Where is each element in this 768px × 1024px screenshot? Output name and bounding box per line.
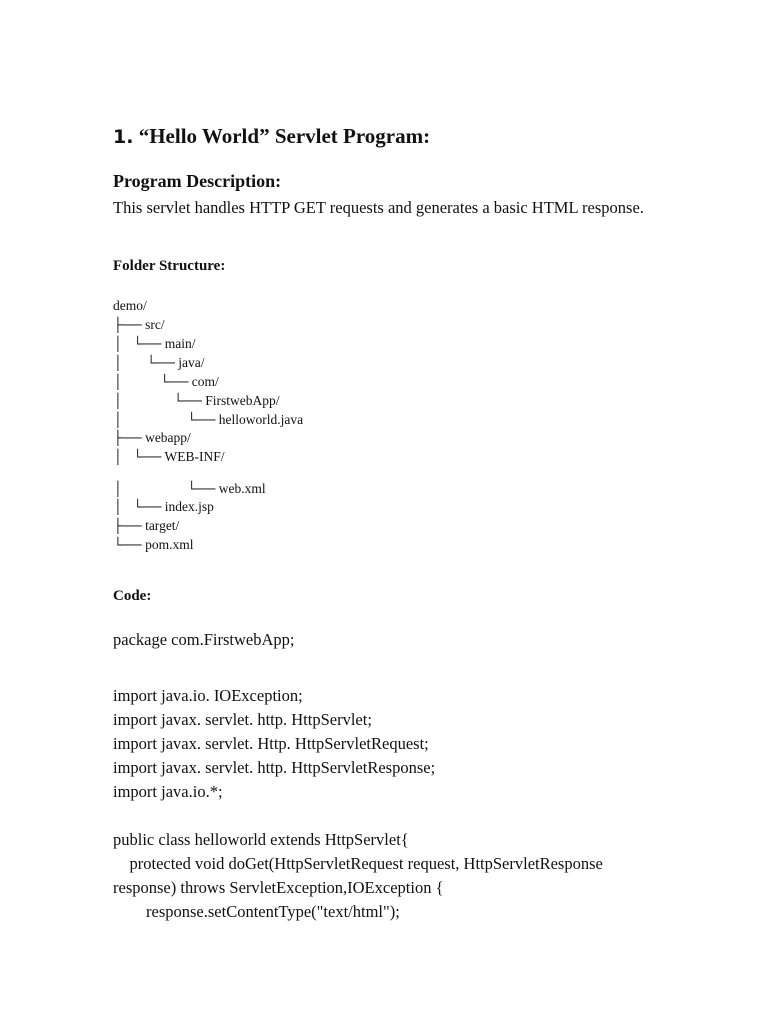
code-line: import javax. servlet. http. HttpServlet;: [113, 710, 372, 729]
tree-line: │ └── web.xml: [113, 481, 266, 496]
tree-line: │ └── com/: [113, 374, 219, 389]
program-description-heading: Program Description:: [113, 171, 282, 191]
section-heading: [113, 124, 430, 149]
code-line: protected void doGet(HttpServletRequest request, HttpServletResponse: [113, 854, 603, 873]
code-line: import javax. servlet. http. HttpServletResponse;: [113, 758, 436, 777]
code-line: public class helloworld extends HttpServlet{: [113, 830, 409, 849]
tree-line: │ └── index.jsp: [113, 499, 214, 514]
tree-line: │ └── main/: [113, 336, 196, 351]
code-label: Code:: [113, 588, 152, 604]
tree-line: demo/: [113, 298, 147, 313]
program-description-text: This servlet handles HTTP GET requests and generates a basic HTML response.: [113, 198, 644, 217]
tree-line: ├── webapp/: [113, 430, 191, 445]
section-number: 1.: [113, 126, 134, 148]
section-title: “Hello World” Servlet Program:: [138, 124, 431, 148]
tree-line: │ └── FirstwebApp/: [113, 393, 280, 408]
tree-line: ├── src/: [113, 317, 165, 332]
code-line: import java.io. IOException;: [113, 686, 303, 705]
code-line: import java.io.*;: [113, 782, 223, 801]
folder-structure-label: Folder Structure:: [113, 258, 226, 274]
tree-line: └── pom.xml: [113, 537, 194, 552]
code-line: response) throws ServletException,IOException {: [113, 878, 444, 897]
tree-line: │ └── helloworld.java: [113, 412, 304, 427]
tree-line: │ └── WEB-INF/: [113, 449, 225, 464]
code-line: response.setContentType("text/html");: [113, 902, 400, 921]
code-line: package com.FirstwebApp;: [113, 630, 295, 649]
tree-line: │ └── java/: [113, 355, 205, 370]
tree-line: ├── target/: [113, 518, 180, 533]
code-line: import javax. servlet. Http. HttpServletRequest;: [113, 734, 429, 753]
